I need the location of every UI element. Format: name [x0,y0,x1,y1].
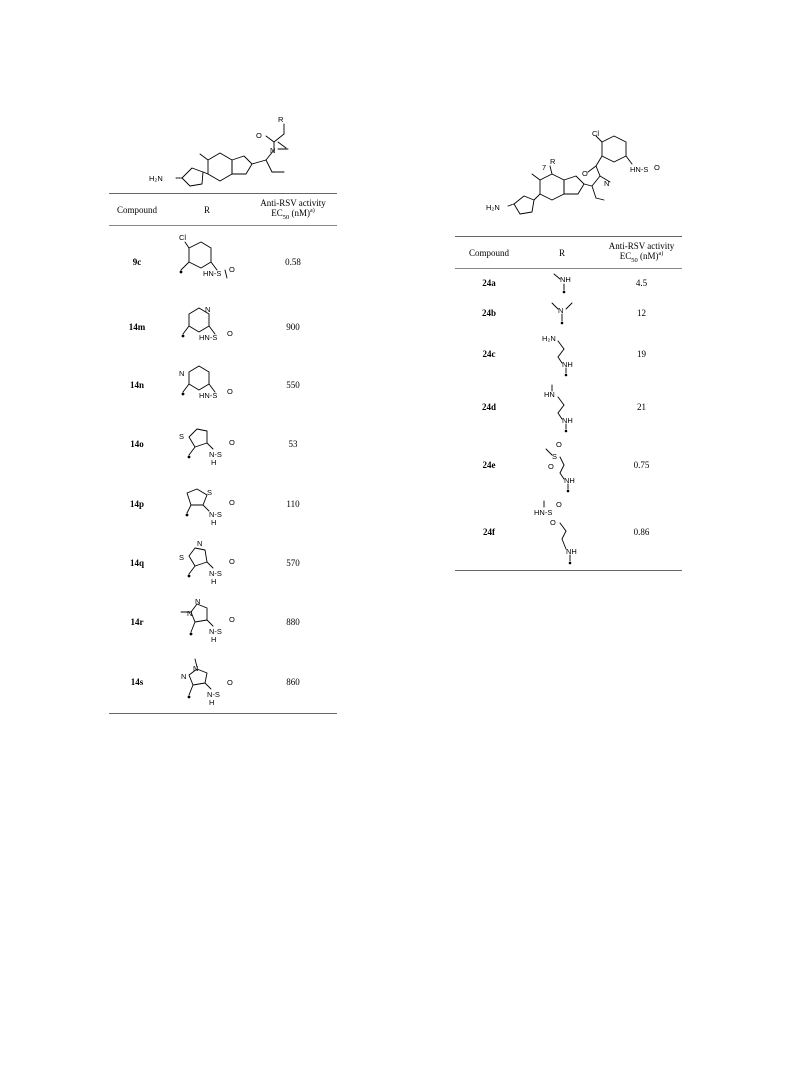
atom-nh: NH [566,547,577,557]
compound-id: 14o [130,438,144,449]
atom-n: N [181,672,187,682]
core-h2n-label: H₂N [149,174,163,183]
core-n-label: N [270,146,276,155]
r-group-structure [165,414,249,474]
atom-s: S [207,487,213,497]
table-row [455,435,682,495]
r-group-structure [165,592,249,652]
right-table-header-row [455,237,682,269]
atom-o: O [548,461,554,471]
ec50-value: 0.75 [633,459,650,470]
core-cl-label: Cl [592,129,600,138]
right-header-r: R [558,247,565,258]
atom-o: O [229,614,235,624]
compound-id: 24a [482,277,496,288]
r-group-structure [523,269,601,297]
right-header-activity-line2 [601,251,682,264]
atom-n: N [197,538,203,548]
atom-n: N [195,596,201,606]
atom-o: O [229,264,235,274]
r-group-structure [165,226,249,298]
atom-nh: NH [562,359,573,369]
core-7-label: 7 [542,163,547,172]
atom-s: S [552,451,558,461]
r-group-structure [165,534,249,592]
atom-hn-s: HN-S [199,332,218,342]
compound-id: 24f [483,527,495,538]
atom-o: O [227,678,233,688]
compound-id: 9c [132,256,142,267]
table-row [455,495,682,571]
table-row [109,414,337,474]
ec50-value: 110 [286,498,300,509]
atom-n: N [558,305,564,315]
ec-footnote: a) [310,208,315,215]
core-r-label: R [550,157,556,166]
core-hn-s-label: HN-S [630,165,649,174]
atom-n: N [179,368,185,378]
right-header-compound: Compound [468,247,509,258]
ec50-value: 53 [288,438,298,449]
atom-o: O [229,556,235,566]
r-group-structure [523,495,601,571]
right-header-activity-line1: Anti-RSV activity [608,241,675,252]
right-sar-table [455,236,682,571]
table-row [109,226,337,298]
atom-h: H [211,517,217,527]
table-row [109,652,337,714]
atom-o: O [227,386,233,396]
right-core-structure [484,126,684,226]
ec50-value: 900 [286,321,300,332]
atom-o: O [229,437,235,447]
table-row [455,269,682,297]
ec50-value: 12 [637,307,646,318]
atom-n: N [187,608,193,618]
atom-s: S [179,431,185,441]
ec-text: EC [271,208,283,219]
left-header-activity [249,194,337,226]
left-core-structure [148,112,338,190]
left-header-activity-line2 [249,208,337,221]
ec50-value: 860 [286,677,300,688]
ec50-value: 19 [637,348,646,359]
atom-h2n: H₂N [542,333,556,343]
ec50-value: 550 [286,379,300,390]
compound-id: 24e [482,459,496,470]
ec-text: EC [619,251,632,262]
r-group-structure [165,356,249,414]
ec50-value: 21 [637,401,646,412]
compound-id: 14q [129,557,144,568]
atom-o: O [227,328,233,338]
atom-o: O [556,500,562,510]
compound-id: 24c [482,348,496,359]
ec50-value: 570 [286,557,300,568]
compound-id: 14r [130,616,144,627]
atom-hn-s: HN-S [203,268,222,278]
atom-h: H [211,634,217,644]
ec50-value: 4.5 [635,277,648,288]
left-header-r: R [203,204,210,215]
atom-n: N [193,664,199,674]
atom-n: N [205,304,211,314]
table-row [455,297,682,329]
compound-id: 14p [129,498,144,509]
r-group-structure [523,435,601,495]
core-r-label: R [278,115,284,124]
atom-n-s: N-S [209,568,222,578]
table-row [455,329,682,379]
core-o-label: O [582,169,588,178]
atom-h: H [211,576,217,586]
table-row [455,379,682,435]
r-group-structure [523,329,601,379]
compound-id: 14s [130,677,144,688]
atom-h: H [209,698,215,708]
table-row [109,356,337,414]
table-row [109,298,337,356]
left-sar-table [109,193,337,714]
atom-n-s: N-S [207,690,220,700]
atom-o: O [229,497,235,507]
atom-hn: HN [544,389,555,399]
ec50-value: 880 [286,616,300,627]
atom-h: H [211,457,217,467]
atom-hn-s: HN-S [534,508,553,518]
atom-hn-s: HN-S [199,390,218,400]
ec50-value: 0.86 [633,527,650,538]
atom-nh: NH [564,475,575,485]
atom-nh: NH [560,274,571,284]
compound-id: 24b [481,307,496,318]
core-n-label: N [604,179,610,188]
atom-n-s: N-S [209,626,222,636]
core-so-label: O [654,163,660,172]
compound-id: 14m [128,321,146,332]
atom-n-s: N-S [209,509,222,519]
atom-nh: NH [562,415,573,425]
atom-s: S [179,552,185,562]
left-header-compound: Compound [116,204,157,215]
left-header-activity-line1: Anti-RSV activity [260,198,326,209]
compound-id: 14n [129,379,144,390]
r-group-structure [523,379,601,435]
ec-unit: (nM) [637,251,659,262]
r-group-structure [165,474,249,534]
ec-sub: 50 [282,213,290,221]
table-row [109,474,337,534]
right-header-activity [601,237,682,269]
table-row [109,534,337,592]
r-group-structure [165,652,249,714]
ec-unit: (nM) [289,208,311,219]
atom-o: O [556,439,562,449]
compound-id: 24d [481,401,496,412]
r-group-structure [523,297,601,329]
ec-sub: 50 [631,256,638,264]
ec50-value: 0.58 [285,256,301,267]
core-h2n-label: H₂N [486,203,500,212]
atom-o: O [550,518,556,528]
table-row [109,592,337,652]
r-group-structure [165,298,249,356]
ec-footnote: a) [658,251,664,258]
atom-n-s: N-S [209,449,222,459]
atom-cl: Cl [179,232,187,242]
core-o-label: O [256,131,262,140]
left-table-header-row [109,194,337,226]
